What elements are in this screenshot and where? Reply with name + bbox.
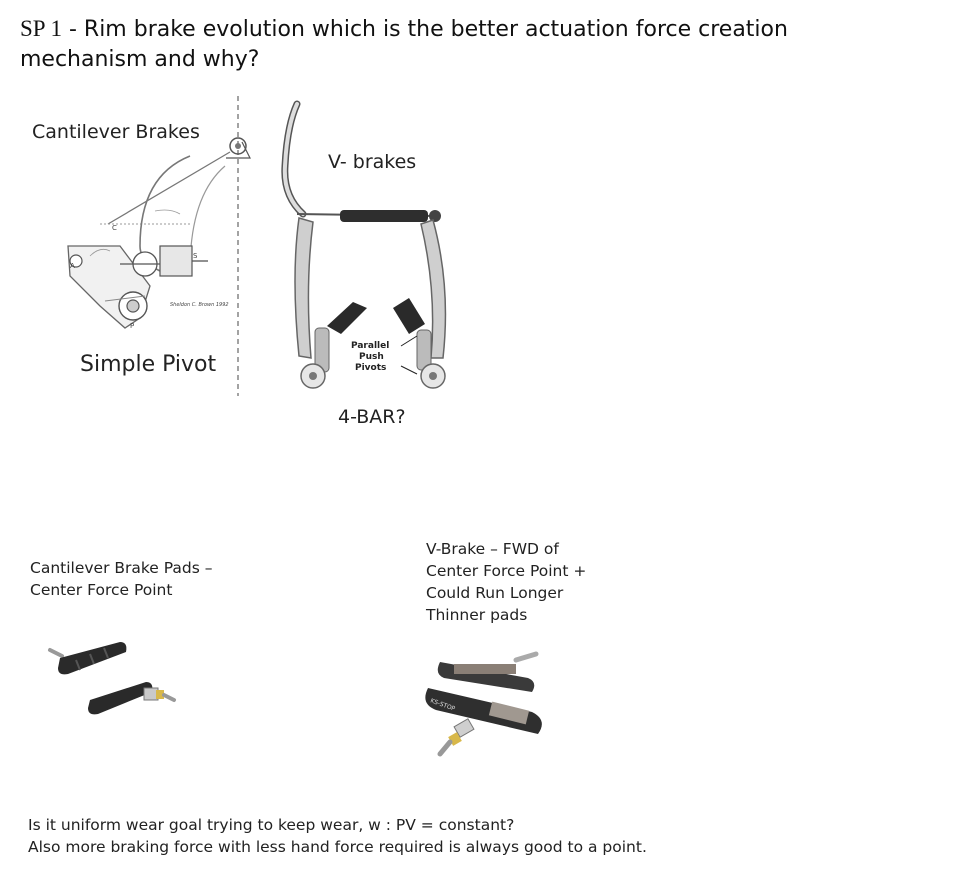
page-title [20,14,920,75]
caption-line: V-Brake – FWD of [426,540,559,558]
part-label-c: C [112,224,117,232]
v-brake-figure [275,96,475,436]
caption-line: Thinner pads [426,606,528,624]
title-text: - Rim brake evolution which is the better actuation force creation mechanism and why? [20,17,788,72]
v-brake-diagram [275,96,475,396]
part-label-a: A [70,262,75,270]
callout-pivots: Pivots [355,363,387,373]
cantilever-brakes-label: Cantilever Brakes [32,121,200,143]
cantilever-brake-figure [30,96,270,396]
bottom-notes [28,814,647,858]
caption-line: Center Force Point + [426,562,587,580]
v-brake-pads-image [420,650,570,765]
cantilever-pads-caption [30,557,213,601]
part-label-p: P [130,322,135,330]
v-brakes-label: V- brakes [328,151,417,173]
four-bar-label: 4-BAR? [338,406,406,428]
v-brake-pads-caption [426,538,586,626]
callout-push: Push [359,352,384,362]
caption-line: Cantilever Brake Pads – [30,559,213,577]
svg-text:KS-STOP: KS-STOP [429,697,456,713]
cantilever-brake-diagram [30,96,270,396]
note-braking-force: Also more braking force with less hand force required is always good to a point. [28,838,647,856]
slide-number: SP 1 [20,16,62,41]
part-label-s: S [193,252,198,260]
caption-line: Could Run Longer [426,584,564,602]
caption-line: Center Force Point [30,581,173,599]
note-uniform-wear: Is it uniform wear goal trying to keep wear, w : PV = constant? [28,816,515,834]
drawing-credit: Sheldon C. Brown 1992 [170,302,229,308]
callout-parallel: Parallel [351,341,390,351]
simple-pivot-label: Simple Pivot [80,352,217,377]
cantilever-pads-image [40,630,180,725]
